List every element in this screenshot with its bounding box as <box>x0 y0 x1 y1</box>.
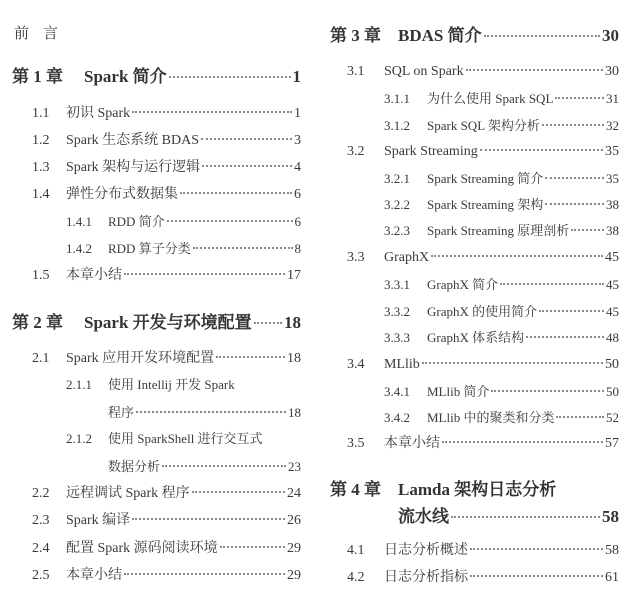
toc-entry[interactable] <box>32 511 301 531</box>
leader-dots <box>201 138 292 140</box>
page-number: 23 <box>288 459 301 474</box>
page-number: 30 <box>602 26 619 45</box>
entry-title: Spark 应用开发环境配置 <box>66 351 215 366</box>
toc-entry[interactable] <box>347 434 619 454</box>
toc-entry[interactable] <box>347 568 619 588</box>
entry-number: 3.2.1 <box>384 171 410 186</box>
toc-entry[interactable] <box>32 185 301 205</box>
page-number: 26 <box>287 513 301 528</box>
entry-title: RDD 简介 <box>108 214 165 229</box>
page-number: 29 <box>287 541 301 556</box>
leader-dots <box>470 548 603 550</box>
page-number: 18 <box>287 351 301 366</box>
page-number: 52 <box>606 410 619 425</box>
entry-number: 1.4.1 <box>66 214 92 229</box>
entry-title: Spark Streaming 原理剖析 <box>427 223 570 238</box>
entry-title: 配置 Spark 源码阅读环境 <box>66 541 218 556</box>
toc-entry[interactable] <box>66 212 301 232</box>
page-number: 1 <box>294 106 301 121</box>
leader-dots <box>192 491 285 493</box>
entry-number: 3.2.2 <box>384 197 410 212</box>
leader-dots <box>480 149 603 151</box>
entry-number: 1.2 <box>32 133 50 148</box>
toc-entry[interactable] <box>32 104 301 124</box>
page-number: 6 <box>294 214 301 229</box>
entry-title: 数据分析 <box>108 459 161 474</box>
entry-number: 第 3 章 <box>330 26 381 45</box>
leader-dots <box>202 165 292 167</box>
page-number: 38 <box>606 223 619 238</box>
toc-chapter-entry[interactable] <box>330 26 619 46</box>
leader-dots <box>539 310 604 312</box>
page-number: 30 <box>605 64 619 79</box>
entry-title: 日志分析指标 <box>384 570 468 585</box>
page-number: 57 <box>605 436 619 451</box>
page-number: 29 <box>287 568 301 583</box>
toc-entry[interactable] <box>384 195 619 215</box>
leader-dots <box>556 416 604 418</box>
toc-entry[interactable] <box>32 484 301 504</box>
entry-number: 2.5 <box>32 568 50 583</box>
entry-title: 弹性分布式数据集 <box>66 187 178 202</box>
toc-entry[interactable] <box>384 302 619 322</box>
entry-number: 3.3.3 <box>384 330 410 345</box>
leader-dots <box>442 441 603 443</box>
toc-entry[interactable] <box>347 142 619 162</box>
entry-number: 3.3 <box>347 250 365 265</box>
page-number: 58 <box>605 543 619 558</box>
page-number: 24 <box>287 486 301 501</box>
toc-chapter-entry[interactable] <box>330 507 619 527</box>
page-number: 61 <box>605 570 619 585</box>
entry-number: 2.4 <box>32 541 50 556</box>
entry-number: 3.3.1 <box>384 277 410 292</box>
toc-entry[interactable] <box>384 275 619 295</box>
entry-title: Lamda 架构日志分析 <box>398 480 557 499</box>
entry-number: 第 4 章 <box>330 480 381 499</box>
leader-dots <box>500 283 604 285</box>
toc-entry[interactable] <box>384 221 619 241</box>
entry-title: Spark 编译 <box>66 513 131 528</box>
toc-entry[interactable] <box>384 116 619 136</box>
entry-number: 3.2 <box>347 144 365 159</box>
page-number: 31 <box>606 91 619 106</box>
page-number: 58 <box>602 507 619 526</box>
toc-entry[interactable] <box>32 158 301 178</box>
leader-dots <box>132 111 292 113</box>
page-number: 35 <box>606 171 619 186</box>
leader-dots <box>571 229 604 231</box>
entry-title: MLlib <box>384 357 420 372</box>
entry-number: 2.1 <box>32 351 50 366</box>
toc-entry[interactable] <box>384 169 619 189</box>
leader-dots <box>136 411 286 413</box>
toc-entry[interactable] <box>347 62 619 82</box>
toc-entry[interactable] <box>32 349 301 369</box>
leader-dots <box>431 255 603 257</box>
toc-entry[interactable] <box>32 266 301 286</box>
toc-entry[interactable] <box>66 375 301 395</box>
toc-entry[interactable] <box>32 131 301 151</box>
page-number: 38 <box>606 197 619 212</box>
leader-dots <box>169 76 291 78</box>
page-number: 50 <box>605 357 619 372</box>
leader-dots <box>216 356 285 358</box>
entry-number: 3.2.3 <box>384 223 410 238</box>
entry-title: Spark 开发与环境配置 <box>84 313 252 332</box>
page-number: 1 <box>292 67 301 86</box>
entry-title: 为什么使用 Spark SQL <box>427 91 554 106</box>
leader-dots <box>470 575 603 577</box>
entry-number: 3.3.2 <box>384 304 410 319</box>
page-number: 6 <box>294 187 301 202</box>
entry-title: Spark 简介 <box>84 67 167 86</box>
page-number: 45 <box>606 304 619 319</box>
entry-number: 4.2 <box>347 570 365 585</box>
toc-chapter-entry[interactable] <box>330 480 619 500</box>
entry-number: 1.4.2 <box>66 241 92 256</box>
entry-title: 本章小结 <box>66 568 122 583</box>
leader-dots <box>254 322 282 324</box>
leader-dots <box>491 390 604 392</box>
page-number: 50 <box>606 384 619 399</box>
leader-dots <box>124 573 285 575</box>
entry-title: GraphX <box>384 250 430 265</box>
entry-title: Spark Streaming 简介 <box>427 171 544 186</box>
page-number: 48 <box>606 330 619 345</box>
entry-number: 3.4.1 <box>384 384 410 399</box>
toc-entry[interactable] <box>66 403 301 423</box>
page-number: 3 <box>294 133 301 148</box>
entry-title: BDAS 简介 <box>398 26 482 45</box>
entry-number: 第 1 章 <box>12 67 63 86</box>
page-number: 18 <box>288 405 301 420</box>
page-number: 35 <box>605 144 619 159</box>
entry-number: 2.3 <box>32 513 50 528</box>
leader-dots <box>167 220 293 222</box>
entry-title: 日志分析概述 <box>384 543 468 558</box>
toc-entry[interactable] <box>66 457 301 477</box>
entry-number: 3.4.2 <box>384 410 410 425</box>
entry-number: 1.4 <box>32 187 50 202</box>
toc-entry[interactable] <box>347 355 619 375</box>
entry-title: MLlib 简介 <box>427 384 490 399</box>
toc-entry[interactable] <box>384 328 619 348</box>
toc-chapter-entry[interactable] <box>12 313 301 333</box>
leader-dots <box>555 97 604 99</box>
entry-title: 远程调试 Spark 程序 <box>66 486 190 501</box>
page-number: 45 <box>606 277 619 292</box>
preface-heading[interactable]: 前言 <box>14 26 73 42</box>
entry-title: 使用 Intellij 开发 Spark <box>108 377 235 392</box>
toc-entry[interactable] <box>66 429 301 449</box>
leader-dots <box>220 546 285 548</box>
entry-number: 3.1.2 <box>384 118 410 133</box>
leader-dots <box>193 247 293 249</box>
entry-number: 2.1.2 <box>66 431 92 446</box>
leader-dots <box>422 362 603 364</box>
entry-number: 3.1 <box>347 64 365 79</box>
entry-title: 使用 SparkShell 进行交互式 <box>108 431 263 446</box>
leader-dots <box>451 516 600 518</box>
page-number: 4 <box>294 160 301 175</box>
toc-entry[interactable] <box>384 408 619 428</box>
leader-dots <box>162 465 286 467</box>
leader-dots <box>466 69 603 71</box>
entry-title: RDD 算子分类 <box>108 241 191 256</box>
entry-number: 3.1.1 <box>384 91 410 106</box>
page-number: 32 <box>606 118 619 133</box>
toc-entry[interactable] <box>347 541 619 561</box>
entry-title: 初识 Spark <box>66 106 131 121</box>
entry-title: MLlib 中的聚类和分类 <box>427 410 555 425</box>
toc-entry[interactable] <box>66 239 301 259</box>
entry-title: SQL on Spark <box>384 64 464 79</box>
toc-entry[interactable] <box>347 248 619 268</box>
entry-title: Spark Streaming 架构 <box>427 197 544 212</box>
entry-number: 2.1.1 <box>66 377 92 392</box>
entry-title: 流水线 <box>398 507 449 526</box>
entry-number: 1.3 <box>32 160 50 175</box>
entry-title: Spark Streaming <box>384 144 478 159</box>
entry-title: Spark SQL 架构分析 <box>427 118 540 133</box>
toc-entry[interactable] <box>384 382 619 402</box>
page-number: 8 <box>294 241 301 256</box>
leader-dots <box>124 273 285 275</box>
entry-title: GraphX 简介 <box>427 277 499 292</box>
entry-title: Spark 生态系统 BDAS <box>66 133 200 148</box>
page-number: 17 <box>287 268 301 283</box>
entry-title: 程序 <box>108 405 135 420</box>
entry-title: 本章小结 <box>66 268 122 283</box>
entry-number: 1.1 <box>32 106 50 121</box>
entry-title: 本章小结 <box>384 436 440 451</box>
toc-entry[interactable] <box>32 539 301 559</box>
page-number: 45 <box>605 250 619 265</box>
entry-title: Spark 架构与运行逻辑 <box>66 160 201 175</box>
leader-dots <box>542 124 604 126</box>
entry-number: 3.5 <box>347 436 365 451</box>
toc-chapter-entry[interactable] <box>12 67 301 87</box>
leader-dots <box>132 518 285 520</box>
leader-dots <box>180 192 292 194</box>
entry-number: 4.1 <box>347 543 365 558</box>
toc-entry[interactable] <box>384 89 619 109</box>
leader-dots <box>526 336 604 338</box>
entry-number: 3.4 <box>347 357 365 372</box>
leader-dots <box>484 35 600 37</box>
entry-number: 2.2 <box>32 486 50 501</box>
entry-number: 第 2 章 <box>12 313 63 332</box>
page-number: 18 <box>284 313 301 332</box>
entry-number: 1.5 <box>32 268 50 283</box>
entry-title: GraphX 的使用简介 <box>427 304 538 319</box>
toc-entry[interactable] <box>32 566 301 586</box>
entry-title: GraphX 体系结构 <box>427 330 525 345</box>
leader-dots <box>545 203 604 205</box>
leader-dots <box>545 177 604 179</box>
